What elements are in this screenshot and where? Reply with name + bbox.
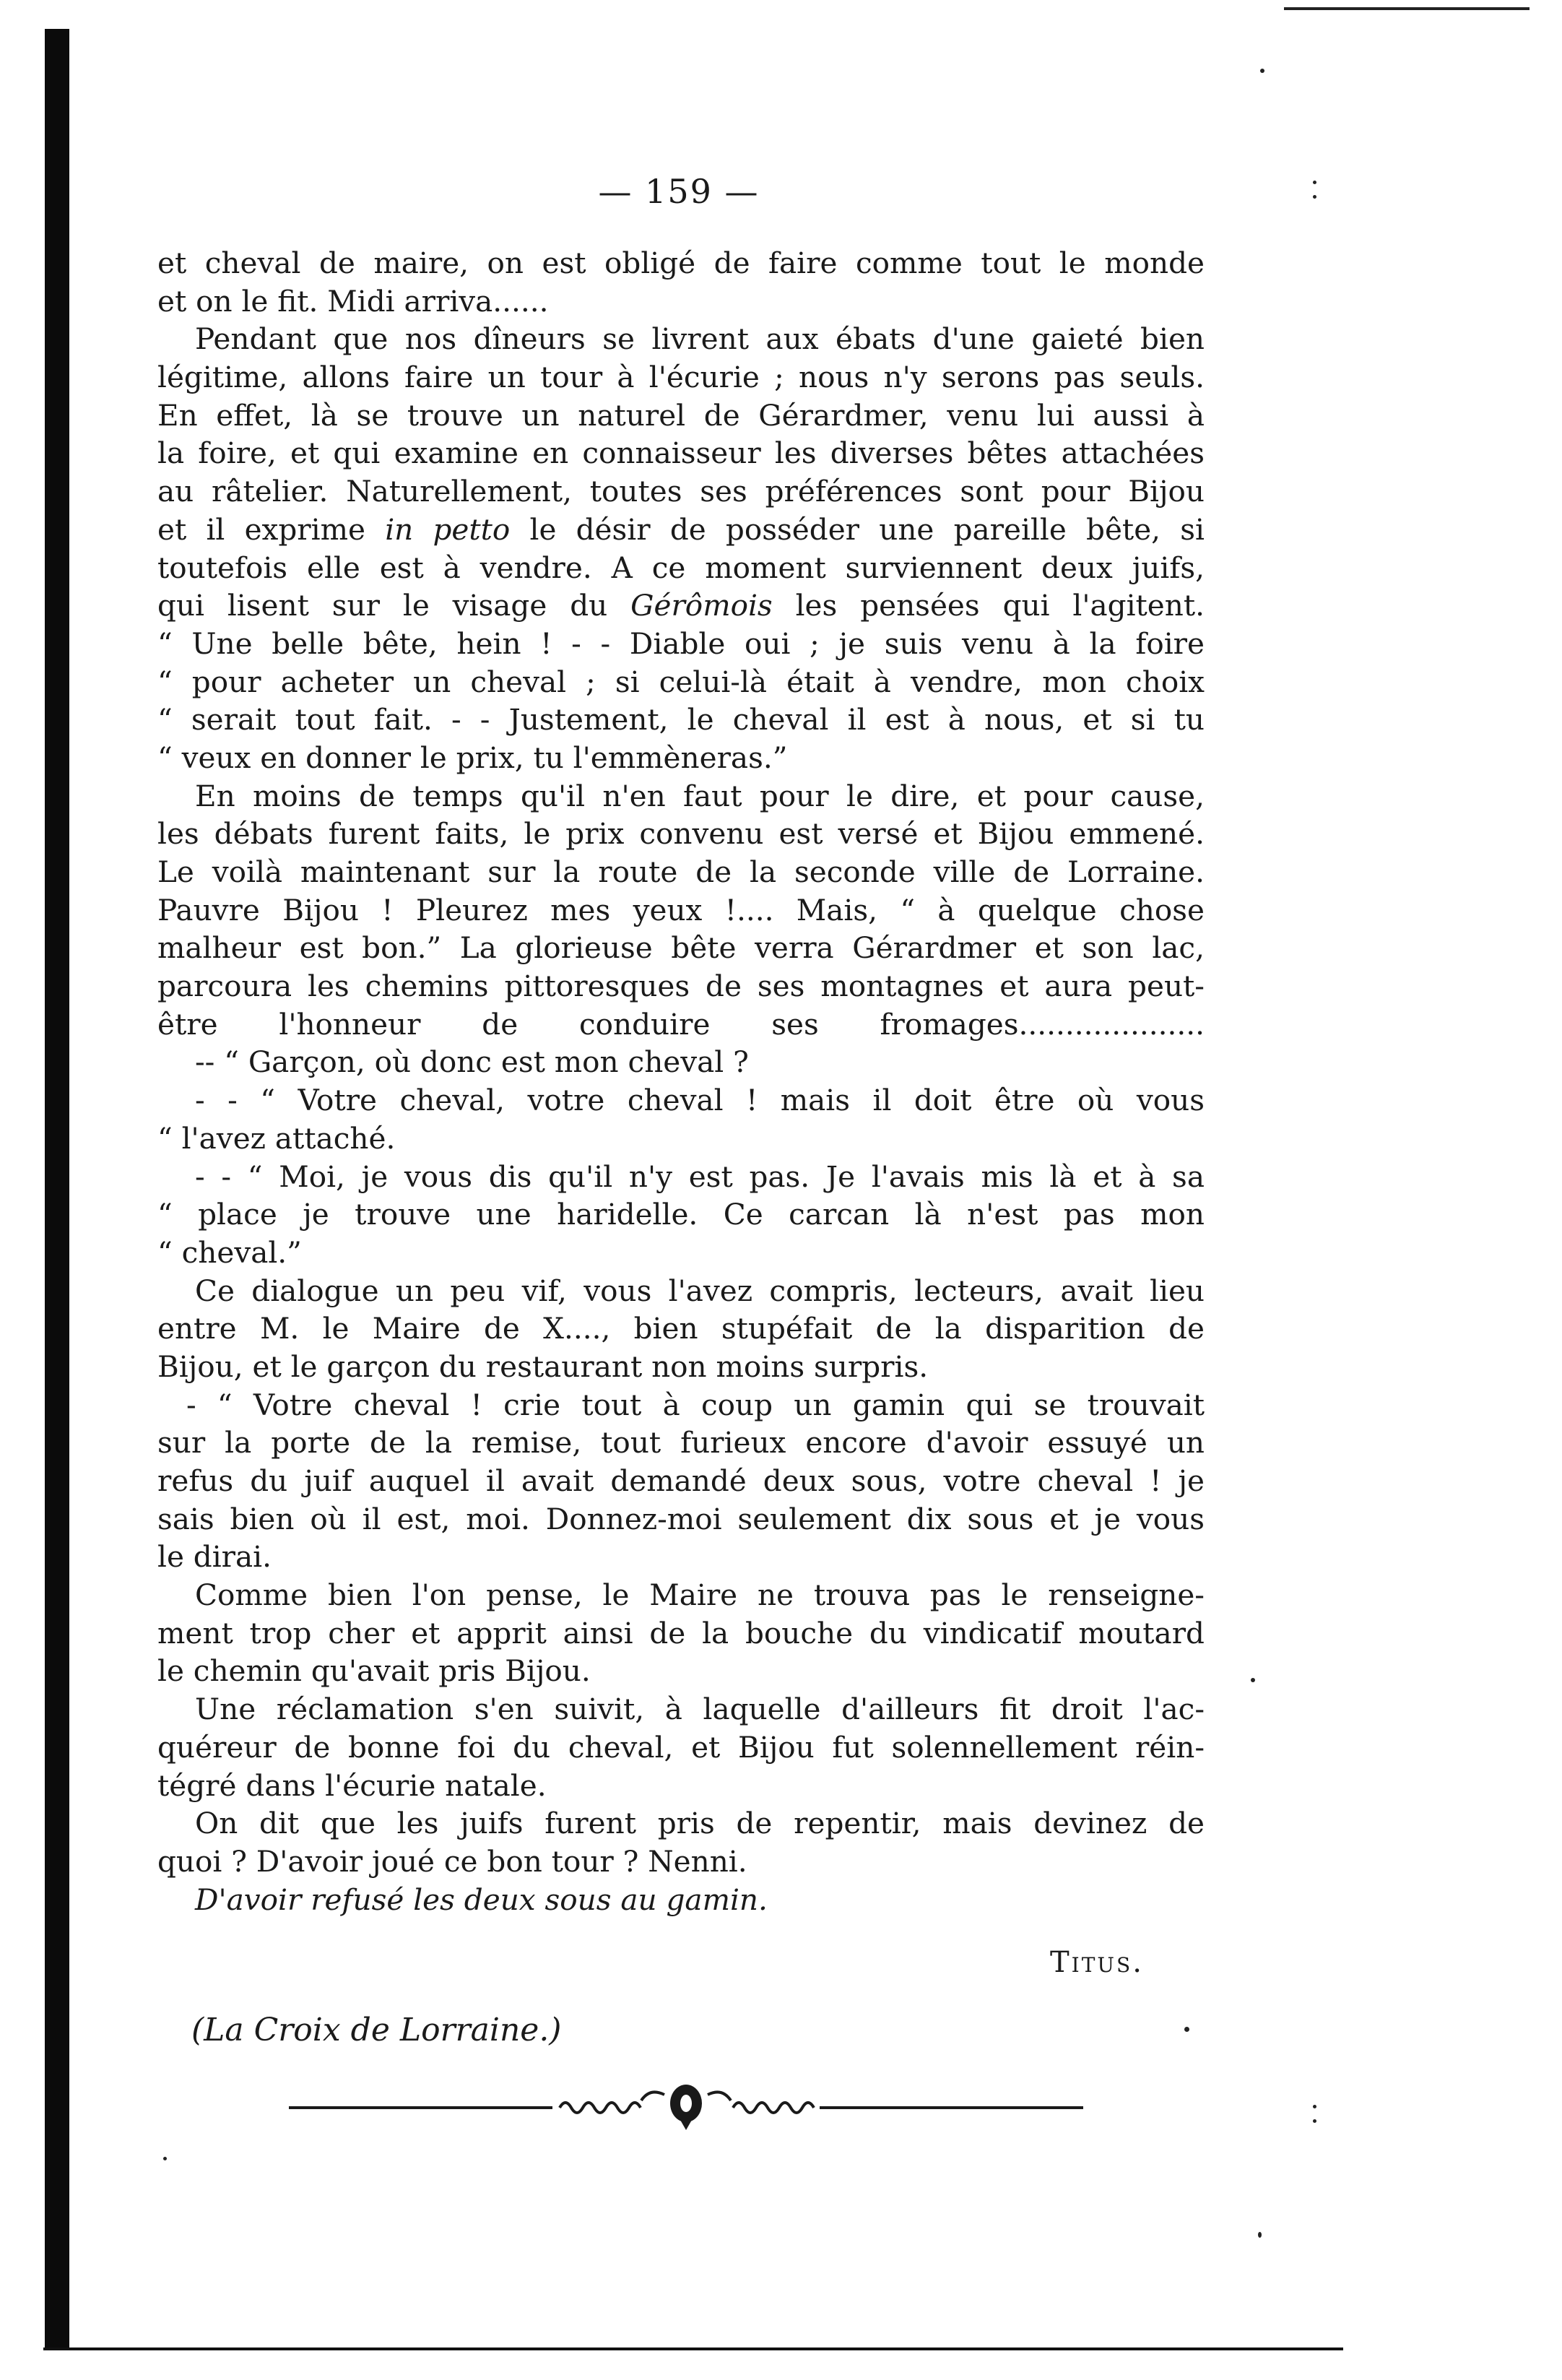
article-body (157, 244, 1205, 1918)
text-line: être l'honneur de conduire ses fromages.................... (157, 1006, 1205, 1042)
text-line: malheur est bon.” La glorieuse bête verra Gérardmer et son lac, (157, 930, 1205, 966)
text-line: Une réclamation s'en suivit, à laquelle d'ailleurs fit droit l'ac- (195, 1692, 1205, 1727)
closing-italic-line: D'avoir refusé les deux sous au gamin. (195, 1882, 768, 1917)
text-line: “ cheval.” (157, 1234, 302, 1270)
text-line: “ l'avez attaché. (157, 1120, 396, 1156)
scan-edge-shadow (45, 29, 69, 2347)
text-line: -- “ Garçon, où donc est mon cheval ? (195, 1044, 749, 1080)
text-line (157, 511, 1205, 549)
italic-term: in petto (385, 511, 511, 547)
scan-top-rule (1284, 7, 1530, 10)
text-line: tégré dans l'écurie natale. (157, 1767, 547, 1803)
italic-term: Gérômois (630, 588, 773, 623)
text-line: “ pour acheter un cheval ; si celui-là était à vendre, mon choix (157, 664, 1205, 699)
text-line: entre M. le Maire de X...., bien stupéfait de la disparition de (157, 1311, 1205, 1346)
scan-speck (1313, 2119, 1316, 2123)
text-line: - “ Votre cheval ! crie tout à coup un gamin qui se trouvait (186, 1387, 1205, 1422)
text-fragment: les pensées qui l'agitent. (772, 588, 1205, 623)
text-line: refus du juif auquel il avait demandé deux sous, votre cheval ! je (157, 1463, 1205, 1498)
text-line: Pendant que nos dîneurs se livrent aux ébats d'une gaieté bien (195, 321, 1205, 357)
text-line: “ Une belle bête, hein ! - - Diable oui ; je suis venu à la foire (157, 626, 1205, 661)
scan-speck (1184, 2027, 1189, 2032)
text-fragment: le désir de posséder une pareille bête, si (510, 511, 1205, 547)
text-line: - - “ Votre cheval, votre cheval ! mais il doit être où vous (195, 1083, 1205, 1118)
text-line: ment trop cher et apprit ainsi de la bouche du vindicatif moutard (157, 1615, 1205, 1650)
scan-speck (1251, 1678, 1255, 1682)
text-line: Ce dialogue un peu vif, vous l'avez compris, lecteurs, avait lieu (195, 1273, 1205, 1308)
scan-speck (163, 2157, 167, 2160)
text-fragment: qui lisent sur le visage du (157, 588, 631, 623)
text-line: la foire, et qui examine en connaisseur les diverses bêtes attachées (157, 436, 1205, 471)
page-number: — 159 — (598, 172, 760, 211)
text-line: légitime, allons faire un tour à l'écurie ; nous n'y serons pas seuls. (157, 360, 1205, 395)
text-line: Pauvre Bijou ! Pleurez mes yeux !.... Mais, “ à quelque chose (157, 892, 1205, 927)
text-line: En effet, là se trouve un naturel de Gérardmer, venu lui aussi à (157, 397, 1205, 433)
text-line: “ veux en donner le prix, tu l'emmèneras.” (157, 740, 788, 775)
text-line: “ serait tout fait. - - Justement, le cheval il est à nous, et si tu (157, 702, 1205, 737)
text-line: Comme bien l'on pense, le Maire ne trouva pas le renseigne- (195, 1578, 1205, 1613)
scan-speck (1313, 2105, 1316, 2108)
tailpiece-flourish-icon (289, 2080, 1083, 2131)
text-line: quéreur de bonne foi du cheval, et Bijou fut solennellement réin- (157, 1729, 1205, 1765)
text-line: au râtelier. Naturellement, toutes ses préférences sont pour Bijou (157, 474, 1205, 509)
author-signature: Titus. (1050, 1946, 1144, 1979)
scan-speck (1260, 69, 1264, 73)
text-line (157, 587, 1205, 625)
scan-speck (1313, 181, 1316, 184)
text-line: le chemin qu'avait pris Bijou. (157, 1653, 591, 1689)
text-line: sais bien où il est, moi. Donnez-moi seulement dix sous et je vous (157, 1501, 1205, 1536)
text-line: “ place je trouve une haridelle. Ce carcan là n'est pas mon (157, 1197, 1205, 1232)
text-line: les débats furent faits, le prix convenu est versé et Bijou emmené. (157, 816, 1205, 852)
text-line: le dirai. (157, 1539, 272, 1575)
text-fragment: et il exprime (157, 511, 386, 547)
text-line: quoi ? D'avoir joué ce bon tour ? Nenni. (157, 1843, 747, 1879)
scan-bottom-rule (43, 2347, 1343, 2350)
text-line: parcoura les chemins pittoresques de ses montagnes et aura peut- (157, 969, 1205, 1004)
text-line: et on le fit. Midi arriva...... (157, 283, 549, 319)
text-line: sur la porte de la remise, tout furieux encore d'avoir essuyé un (157, 1425, 1205, 1461)
scan-speck (1313, 195, 1316, 199)
source-citation: (La Croix de Lorraine.) (191, 2012, 562, 2048)
text-line: Bijou, et le garçon du restaurant non moins surpris. (157, 1349, 929, 1384)
text-line: En moins de temps qu'il n'en faut pour le dire, et pour cause, (195, 778, 1205, 813)
text-line: et cheval de maire, on est obligé de faire comme tout le monde (157, 246, 1205, 280)
text-line: toutefois elle est à vendre. A ce moment surviennent deux juifs, (157, 550, 1205, 585)
text-line: - - “ Moi, je vous dis qu'il n'y est pas. Je l'avais mis là et à sa (195, 1159, 1205, 1194)
scan-speck (1258, 2232, 1262, 2238)
text-line: Le voilà maintenant sur la route de la seconde ville de Lorraine. (157, 854, 1205, 889)
text-line: On dit que les juifs furent pris de repentir, mais devinez de (195, 1806, 1205, 1841)
